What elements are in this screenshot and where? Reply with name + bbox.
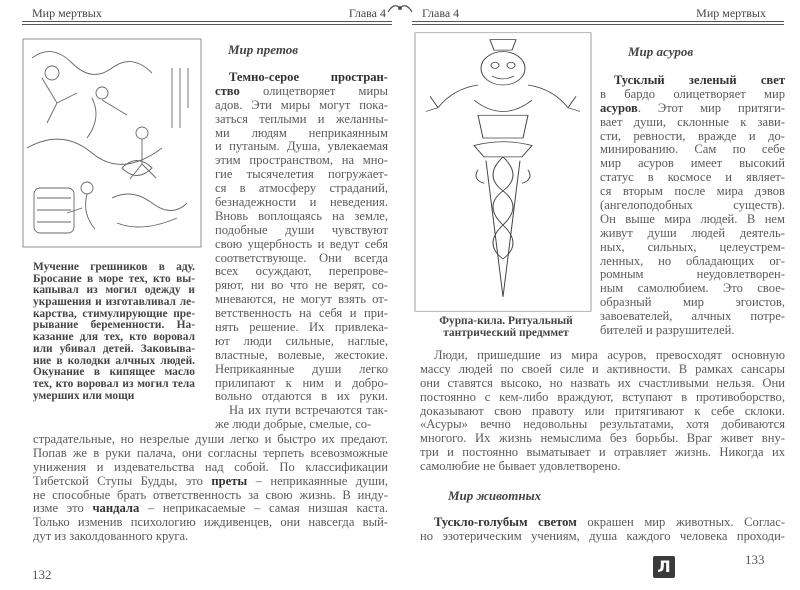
text-line <box>215 71 388 85</box>
text-line: вает души, склонные к зави- <box>600 115 785 129</box>
illustration-caption <box>420 316 592 339</box>
text-line: адов. Эти миры могут пока- <box>215 98 388 112</box>
text-line: массу людей по своей силе и активности. В рамках сансары <box>420 362 785 376</box>
text-line: Фурпа-кила. Ритуальный <box>439 316 573 327</box>
text-body <box>33 433 388 544</box>
text-line: образный мир эгоистов, <box>600 296 785 310</box>
text-line: ромным неудовлетворен- <box>600 268 785 282</box>
text-line: в бардо олицетворяет мир <box>600 87 785 101</box>
text-line: или убивал детей. Заковыва- <box>33 343 195 355</box>
text-line: (ангелоподобных существ). <box>600 199 785 213</box>
page-number: 132 <box>32 567 52 582</box>
text-line: страдательные, но незрелые души легко и быстро их предают. <box>33 433 388 446</box>
running-header-right: Мир мертвых <box>696 6 766 20</box>
bold-term: Тусклый зеленый свет <box>614 74 785 87</box>
text-line: ряют, ни во что не верят, со- <box>215 279 388 293</box>
text-line: дут из заколдованного круга. <box>33 530 189 544</box>
text-line: и путаным. Душа, увлекаемая <box>215 140 388 154</box>
text-body-2 <box>420 516 785 544</box>
text-line: ся вторым после мира дэвов <box>600 185 785 199</box>
right-page <box>400 0 800 590</box>
text-line: Мучение грешников в аду. <box>33 262 195 273</box>
text-line: Бросание в море тех, кто вы- <box>33 273 195 285</box>
header-rule <box>412 21 784 25</box>
text-line: властные, волевые, жестокие. <box>215 348 388 362</box>
text-line: многого. Их жизнь немыслима без борьбы. Враг живет вну- <box>420 432 785 446</box>
text-line <box>600 74 785 88</box>
text-line: ют люди сильные, наглые, <box>215 334 388 348</box>
text-line <box>33 475 388 489</box>
text-line: ние в колодки алчных людей. <box>33 355 195 367</box>
text-segment: – неприкаянные души, <box>247 474 388 488</box>
text-line: рывание беременности. На- <box>33 320 195 332</box>
running-header-chapter: Глава 4 <box>422 6 460 20</box>
text-line: самолюбие не бывает удовлетворено. <box>420 460 621 474</box>
text-line: Только изменив психологию иждивенцев, они навсегда вый- <box>33 516 388 530</box>
text-segment: окрашен мир животных. Соглас- <box>576 516 785 529</box>
text-line: ми людям неприкаянным <box>215 126 388 140</box>
text-line: тантрический предммет <box>443 327 569 339</box>
text-line: подобные души чувствуют <box>215 223 388 237</box>
hell-torment-illustration <box>22 38 202 248</box>
text-line: заться теплыми и желанны- <box>215 112 388 126</box>
text-line: не способные брать ответственность за свою жизнь. В инду- <box>33 488 388 502</box>
text-line: три и постоянно выматывает и отравляет жизнь. Никогда их <box>420 446 785 460</box>
text-line: «Асуры» вечно недовольны результатами, хотя добиваются <box>420 418 785 432</box>
text-line: карства, стимулирующие пре- <box>33 308 195 320</box>
bold-term: асуров <box>600 101 638 115</box>
text-line: Попав же в руки палача, они согласны терпеть всевозможные <box>33 446 388 460</box>
text-line: постоянно с кем-либо враждуют, вступают в противоборство, <box>420 390 785 404</box>
text-line: всех осуждают, перепрове- <box>215 265 388 279</box>
text-line: ленных, но обладающих ог- <box>600 254 785 268</box>
text-line: унижения и издевательства над собой. По классификации <box>33 460 388 474</box>
running-header-left: Мир мертвых <box>32 6 102 20</box>
bold-term: Тускло-голубым светом <box>434 516 577 529</box>
text-segment: . Этот мир притяги- <box>637 101 785 115</box>
text-segment: олицетворяет миры <box>239 84 388 98</box>
text-line: Он выше мира людей. В нем <box>600 212 785 226</box>
text-line <box>215 85 388 99</box>
text-column <box>600 74 785 338</box>
header-rule <box>22 21 392 25</box>
text-line: нять решение. Их привлека- <box>215 321 388 335</box>
text-line: тех, кто воровал из могил тела <box>33 378 195 390</box>
text-segment: изме это <box>33 502 93 516</box>
text-line: капывал из могил одежду и <box>33 285 195 297</box>
text-line: мир асуров имеет высокий <box>600 157 785 171</box>
text-line: живут души людей деятель- <box>600 226 785 240</box>
text-line: завоевателей, алчных потре- <box>600 310 785 324</box>
text-line: свою ущербность и ведут себя <box>215 237 388 251</box>
text-line: мневаются, не могут взять от- <box>215 293 388 307</box>
bold-term: чандала <box>92 502 140 516</box>
text-line <box>600 102 785 116</box>
text-line: украшения и изготавливал ле- <box>33 297 195 309</box>
text-line: вольно отдаются в их руки. <box>215 390 388 404</box>
page-number: 133 <box>745 552 765 567</box>
text-line: минированию. Сам по себе <box>600 143 785 157</box>
text-line <box>33 502 388 516</box>
section-heading: Мир асуров <box>628 44 694 59</box>
text-line: безнадежности и неведения. <box>215 196 388 210</box>
text-segment: – неприкасаемые – самая низшая каста. <box>139 502 388 516</box>
section-heading-2: Мир животных <box>448 488 542 503</box>
text-line <box>420 516 785 530</box>
text-line: умерших или мощи <box>33 390 135 402</box>
text-line: доказывают свою правоту или притягивают к себе склоки. <box>420 404 785 418</box>
bold-term: преты <box>211 474 248 488</box>
text-body <box>420 349 785 474</box>
text-line: ветственность на себя и при- <box>215 307 388 321</box>
text-line: этим пространством, на мно- <box>215 154 388 168</box>
text-segment: Тибетской Ступы Будды, это <box>33 474 212 488</box>
text-line: гие тысячелетия погружает- <box>215 168 388 182</box>
text-line: ся в атмосферу страданий, <box>215 182 388 196</box>
text-line: Вновь воплощаясь на земле, <box>215 209 388 223</box>
text-line: же люди добрые, смелые, со- <box>215 418 372 432</box>
bold-term: ство <box>215 84 240 98</box>
text-line: ным самолюбием. Это свое- <box>600 282 785 296</box>
text-column <box>215 71 388 432</box>
text-line: они ставятся высоко, но назвать их счастливыми нельзя. Они <box>420 376 785 390</box>
text-line: Люди, пришедшие из мира асуров, превосходят основную <box>434 349 785 362</box>
text-line: прилипают к ним и добро- <box>215 376 388 390</box>
publisher-logo: Л <box>653 556 675 578</box>
text-line: но эзотерическим учениям, душа каждого человека проходи- <box>420 529 785 543</box>
text-line: казание для тех, кто воровал <box>33 332 195 344</box>
text-line: ных, сильных, целеустрем- <box>600 240 785 254</box>
phurba-illustration <box>414 32 592 312</box>
text-line: На их пути встречаются так- <box>229 404 388 418</box>
text-line: статус в космосе и являет- <box>600 171 785 185</box>
running-header-chapter: Глава 4 <box>348 6 386 20</box>
bold-term: Темно-серое простран- <box>229 71 388 84</box>
text-line: Неприкаянные души легко <box>215 362 388 376</box>
section-heading: Мир претов <box>228 42 299 57</box>
text-line: бителей и разрушителей. <box>600 324 735 338</box>
text-line: Окунание в кипящее масло <box>33 367 195 379</box>
text-line: соответствующе. Они всегда <box>215 251 388 265</box>
text-line: сти, ревности, вражде и до- <box>600 129 785 143</box>
illustration-caption <box>33 262 195 402</box>
